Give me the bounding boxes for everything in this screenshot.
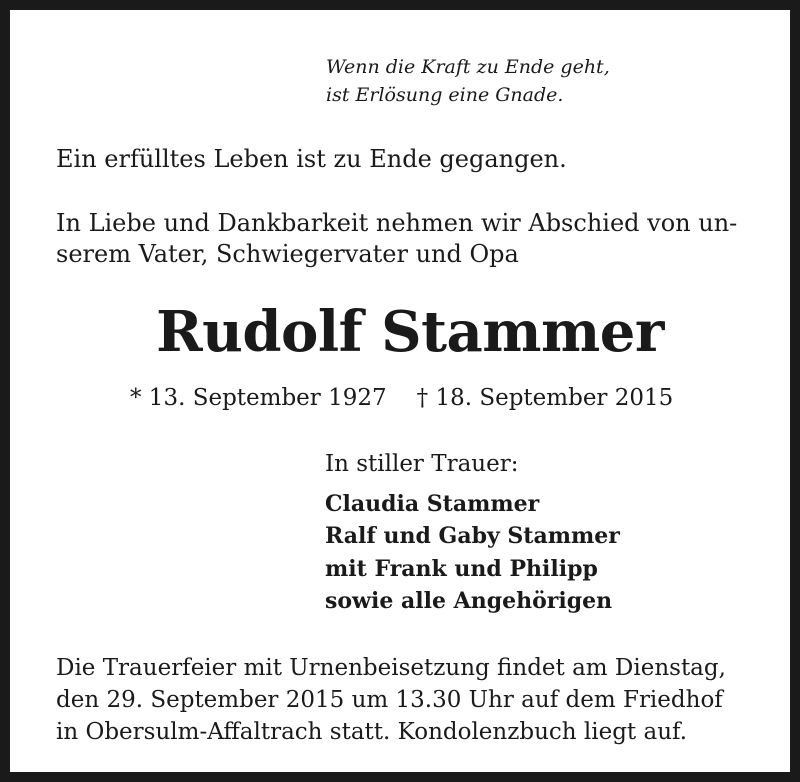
service-line-1: Die Trauerfeier mit Urnenbeisetzung findet am Dienstag, — [56, 655, 726, 681]
mourner-name: Ralf und Gaby Stammer — [325, 523, 620, 549]
intro-text: Ein erfülltes Leben ist zu Ende gegangen. — [56, 145, 567, 173]
life-dates — [130, 383, 673, 413]
motto-line-2: ist Erlösung eine Gnade. — [326, 84, 564, 106]
mourners-heading: In stiller Trauer: — [325, 451, 519, 477]
birth-date: * 13. September 1927 — [130, 385, 387, 411]
farewell-line-2: serem Vater, Schwiegervater und Opa — [56, 240, 519, 268]
farewell-line-1: In Liebe und Dankbarkeit nehmen wir Abschied von un- — [56, 209, 738, 237]
service-line-3: in Obersulm-Affaltrach statt. Kondolenzbuch liegt auf. — [56, 719, 688, 745]
mourner-name: Claudia Stammer — [325, 491, 540, 517]
deceased-name: Rudolf Stammer — [156, 299, 664, 365]
service-line-2: den 29. September 2015 um 13.30 Uhr auf dem Friedhof — [56, 687, 723, 713]
motto-line-1: Wenn die Kraft zu Ende geht, — [326, 56, 610, 78]
death-date: † 18. September 2015 — [416, 385, 674, 411]
mourner-name: mit Frank und Philipp — [325, 556, 598, 582]
mourner-name: sowie alle Angehörigen — [325, 588, 613, 614]
